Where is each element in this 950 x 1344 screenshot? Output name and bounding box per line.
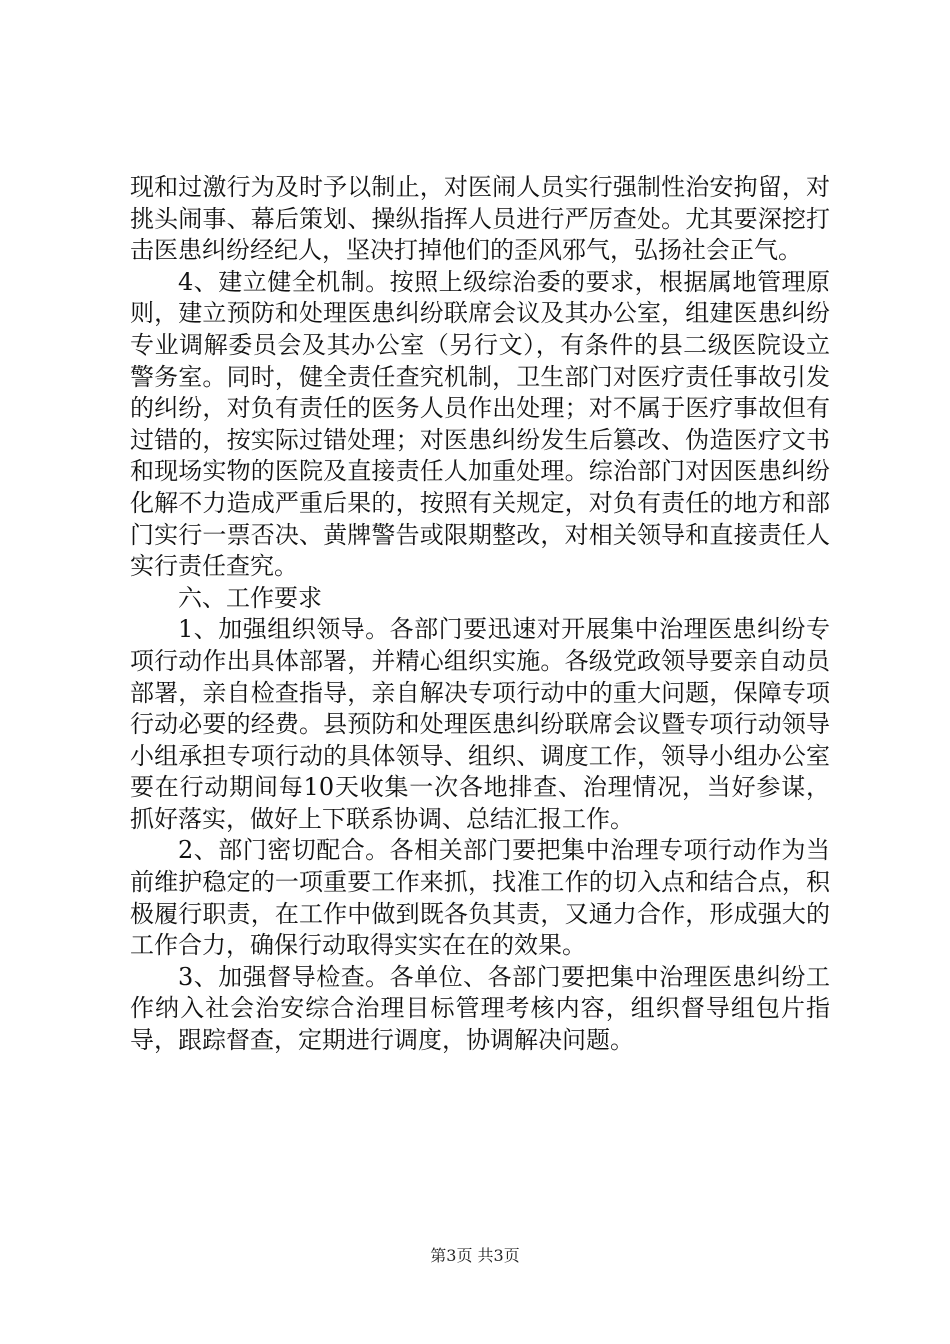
paragraph-department-cooperation: 2、部门密切配合。各相关部门要把集中治理专项行动作为当前维护稳定的一项重要工作来抓，找准工作的切入点和结合点，积极履行职责，在工作中做到既各负其责，又通力合作，形成强大的工作合力，确保行动取得实实在在的效果。 bbox=[130, 836, 830, 960]
paragraph-mechanism: 4、建立健全机制。按照上级综治委的要求，根据属地管理原则，建立预防和处理医患纠纷联席会议及其办公室，组建医患纠纷专业调解委员会及其办公室（另行文），有条件的县二级医院设立警务室。同时，健全责任查究机制，卫生部门对医疗责任事故引发的纠纷，对负有责任的医务人员作出处理；对不属于医疗事故但有过错的，按实际过错处理；对医患纠纷发生后篡改、伪造医疗文书和现场实物的医院及直接责任人加重处理。综治部门对因医患纠纷化解不力造成严重后果的，按照有关规定，对负有责任的地方和部门实行一票否决、黄牌警告或限期整改，对相关领导和直接责任人实行责任查究。 bbox=[130, 267, 830, 581]
page-number-footer: 第3页 共3页 bbox=[430, 1246, 520, 1265]
paragraph-organization-leadership: 1、加强组织领导。各部门要迅速对开展集中治理医患纠纷专项行动作出具体部署，并精心组织实施。各级党政领导要亲自动员部署，亲自检查指导，亲自解决专项行动中的重大问题，保障专项行动必要的经费。县预防和处理医患纠纷联席会议暨专项行动领导小组承担专项行动的具体领导、组织、调度工作，领导小组办公室要在行动期间每10天收集一次各地排查、治理情况，当好参谋，抓好落实，做好上下联系协调、总结汇报工作。 bbox=[130, 615, 830, 833]
paragraph-supervision-inspection: 3、加强督导检查。各单位、各部门要把集中治理医患纠纷工作纳入社会治安综合治理目标管理考核内容，组织督导组包片指导，跟踪督查，定期进行调度，协调解决问题。 bbox=[130, 962, 830, 1055]
section-heading-work-requirements: 六、工作要求 bbox=[178, 583, 322, 612]
document-body bbox=[130, 172, 830, 1057]
paragraph-continuation: 现和过激行为及时予以制止，对医闹人员实行强制性治安拘留，对挑头闹事、幕后策划、操纵指挥人员进行严厉查处。尤其要深挖打击医患纠纷经纪人，坚决打掉他们的歪风邪气，弘扬社会正气。 bbox=[130, 173, 830, 265]
